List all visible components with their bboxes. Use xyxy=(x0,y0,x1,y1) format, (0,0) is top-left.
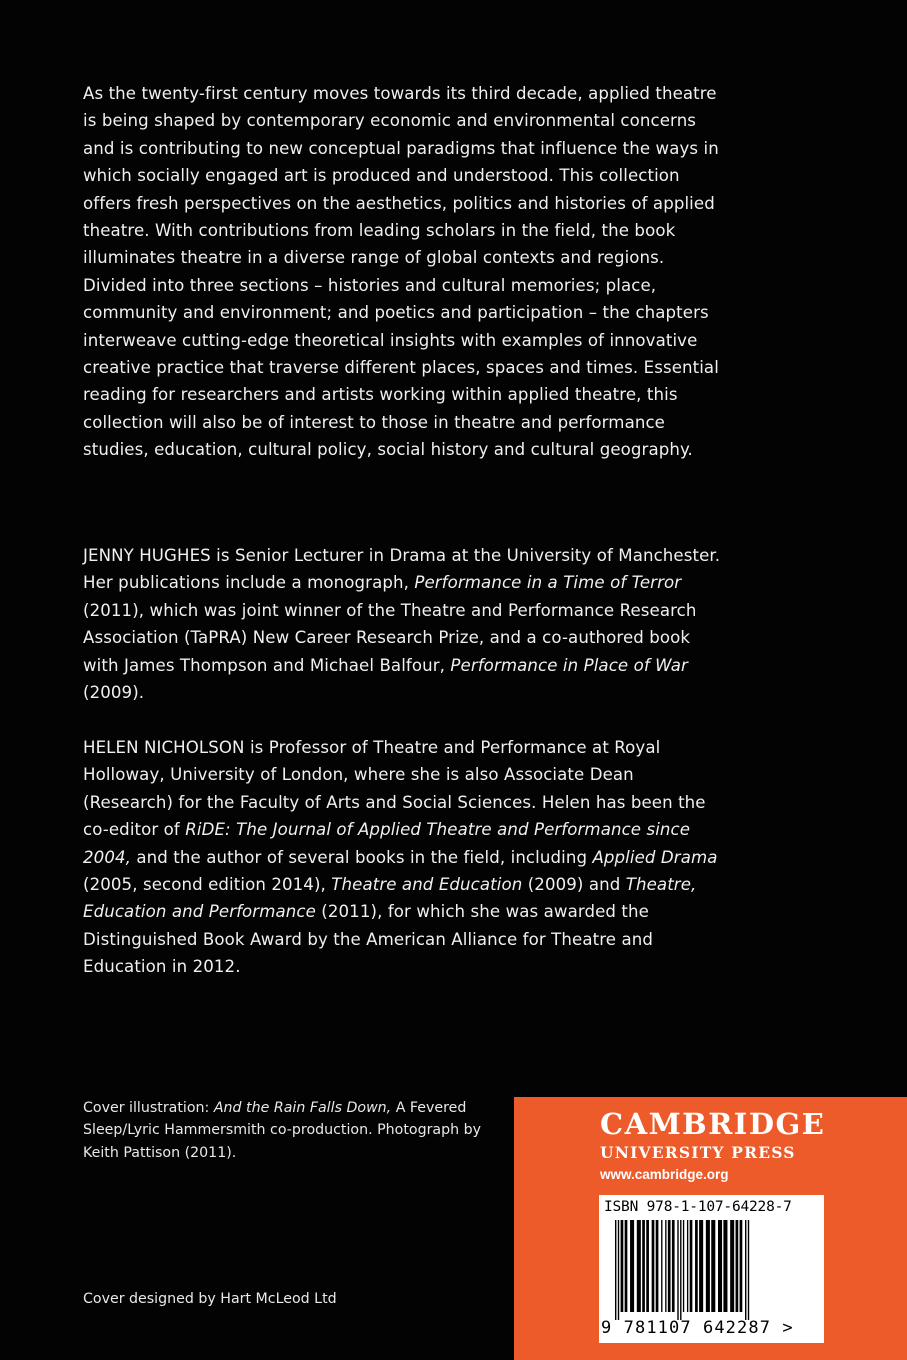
barcode-bar xyxy=(646,1220,649,1312)
barcode-bar xyxy=(745,1220,746,1320)
barcode-bar xyxy=(642,1220,645,1312)
barcode-bar xyxy=(695,1220,698,1312)
cover-design-credit: Cover designed by Hart McLeod Ltd xyxy=(83,1291,337,1307)
journal-title: RiDE: The Journal of Applied Theatre and Performance since 2004, xyxy=(83,820,691,867)
barcode-bar xyxy=(672,1220,675,1312)
barcode-bar xyxy=(740,1220,743,1312)
barcode-bar xyxy=(718,1220,722,1312)
book-title: Performance in Place of War xyxy=(450,655,688,675)
barcode-bar xyxy=(677,1220,678,1320)
barcode-bar xyxy=(615,1220,616,1320)
barcode-bar xyxy=(690,1220,693,1312)
barcode-bar xyxy=(618,1220,619,1320)
publisher-box xyxy=(514,1097,907,1360)
bio-text: (2011), which was joint winner of the Theatre and Performance Research Association (TaPRA) New Career Research Prize, and a co-authored book with James Thompson and Michael Balfour, xyxy=(83,600,697,675)
barcode xyxy=(613,1220,811,1320)
book-title: Theatre and Education xyxy=(331,875,523,895)
book-title: Applied Drama xyxy=(592,847,718,867)
author-bio-hughes xyxy=(83,542,723,706)
book-title: Theatre, Education and Performance xyxy=(83,875,697,922)
book-title: Performance in a Time of Terror xyxy=(414,573,682,593)
publisher-subtitle: UNIVERSITY PRESS xyxy=(600,1143,796,1162)
barcode-bar xyxy=(661,1220,662,1312)
barcode-bar xyxy=(625,1220,628,1312)
bio-text: HELEN NICHOLSON is Professor of Theatre and Performance at Royal Holloway, University of London, where she is also Associate Dean (Research) for the Faculty of Arts and Social Sciences. Helen has been the co-editor of xyxy=(83,738,706,840)
barcode-panel xyxy=(599,1195,824,1343)
barcode-bar xyxy=(621,1220,624,1312)
book-description xyxy=(83,80,723,464)
isbn-label: ISBN 978-1-107-64228-7 xyxy=(604,1199,792,1215)
bio-text: JENNY HUGHES is Senior Lecturer in Drama at the University of Manchester. Her publications include a monograph, xyxy=(83,546,721,593)
description-paragraph: As the twenty-first century moves towards its third decade, applied theatre is being shaped by contemporary economic and environmental concerns and is contributing to new conceptual paradigms that influence the ways in which socially engaged art is produced and understood. This collection offers fresh perspectives on the aesthetics, politics and histories of applied theatre. With contributions from leading scholars in the field, the book illuminates theatre in a diverse range of global contexts and regions. Divided into three sections – histories and cultural memories; place, community and environment; and poetics and participation – the chapters interweave cutting-edge theoretical insights with examples of innovative creative practice that traverse different places, spaces and times. Essential reading for researchers and artists working within applied theatre, this collection will also be of interest to those in theatre and performance studies, education, cultural policy, social history and cultural geography. xyxy=(83,84,719,460)
barcode-bar xyxy=(680,1220,681,1320)
isbn-digits: 9 781107 642287 > xyxy=(601,1318,794,1338)
barcode-bar xyxy=(711,1220,715,1312)
barcode-bar xyxy=(656,1220,659,1312)
barcode-bar xyxy=(630,1220,634,1312)
barcode-bar xyxy=(748,1220,749,1320)
bio-text: (2005, second edition 2014), xyxy=(83,875,332,895)
barcode-bar xyxy=(699,1220,703,1312)
barcode-bar xyxy=(687,1220,688,1312)
publisher-url: www.cambridge.org xyxy=(600,1167,729,1182)
barcode-bar xyxy=(652,1220,655,1312)
barcode-bar xyxy=(730,1220,734,1312)
bio-text: (2009) and xyxy=(522,875,626,895)
barcode-bar xyxy=(683,1220,684,1312)
cover-illustration-credit: Cover illustration: And the Rain Falls Down, A Fevered Sleep/Lyric Hammersmith co-production. Photograph by Keith Pattison (2011). xyxy=(83,1100,482,1161)
author-bio-nicholson xyxy=(83,734,723,981)
bio-text: (2009). xyxy=(83,683,145,703)
barcode-bar xyxy=(723,1220,727,1312)
barcode-bar xyxy=(665,1220,666,1312)
barcode-bar xyxy=(637,1220,641,1312)
barcode-bar xyxy=(706,1220,710,1312)
barcode-bar xyxy=(668,1220,671,1312)
bio-text: and the author of several books in the field, including xyxy=(131,847,593,867)
publisher-logo: CAMBRIDGE xyxy=(600,1107,826,1141)
bio-text: (2011), for which she was awarded the Distinguished Book Award by the American Alliance for Theatre and Education in 2012. xyxy=(83,902,653,977)
barcode-bar xyxy=(736,1220,739,1312)
barcode-bars xyxy=(613,1220,811,1320)
